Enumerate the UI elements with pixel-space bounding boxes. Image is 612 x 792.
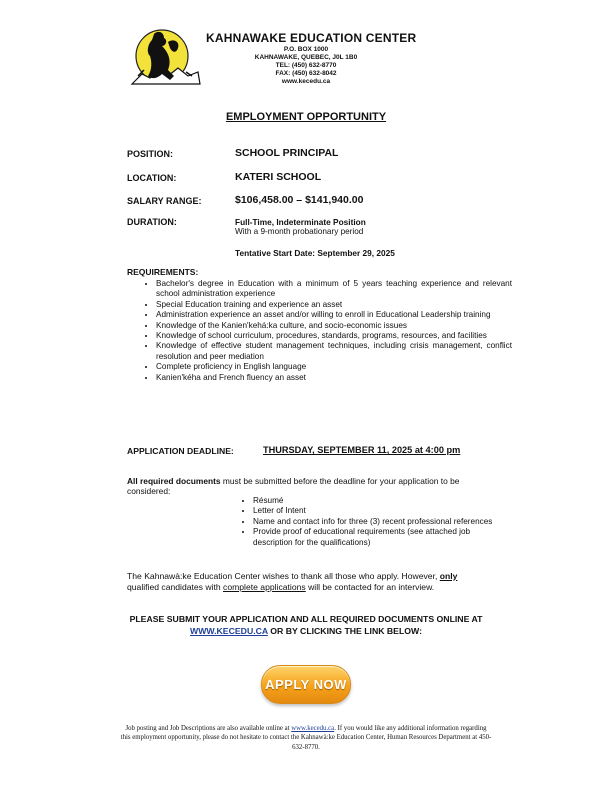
- start-date: Tentative Start Date: September 29, 2025: [235, 248, 395, 258]
- position-label: POSITION:: [127, 149, 174, 159]
- requirements-list: [127, 279, 512, 383]
- documents-intro-rest: must be submitted before the deadline for your application to be considered:: [127, 476, 460, 497]
- list-item: • Name and contact info for three (3) recent professional references: [253, 517, 501, 527]
- duration-value: Full-Time, Indeterminate Position: [235, 217, 366, 227]
- deadline-label: APPLICATION DEADLINE:: [127, 446, 234, 456]
- organization-name: KAHNAWAKE EDUCATION CENTER: [206, 31, 417, 45]
- address-city: KAHNAWAKE, QUEBEC, J0L 1B0: [254, 54, 358, 61]
- documents-intro: [127, 476, 483, 497]
- requirements-title: REQUIREMENTS:: [127, 267, 199, 277]
- location-label: LOCATION:: [127, 173, 177, 183]
- duration-note: With a 9-month probationary period: [235, 227, 364, 236]
- thanks-text-3: will be contacted for an interview.: [305, 581, 435, 592]
- list-item: • Special Education training and experience an asset: [156, 300, 512, 310]
- footer-note: [120, 724, 492, 752]
- list-item: • Administration experience an asset and/or willing to enroll in Educational Leadership training: [156, 310, 512, 320]
- location-value: KATERI SCHOOL: [235, 171, 322, 183]
- page-title: EMPLOYMENT OPPORTUNITY: [225, 111, 387, 123]
- submit-instructions: [0, 614, 612, 637]
- list-item: • Knowledge of school curriculum, procedures, standards, programs, resources, and facilities: [156, 331, 512, 341]
- list-item: • Knowledge of the Kanien'kehá:ka culture, and socio-economic issues: [156, 321, 512, 331]
- list-item: • Knowledge of effective student management techniques, including crisis management, conflict resolution and peer mediation: [156, 341, 512, 362]
- website-link[interactable]: WWW.KECEDU.CA: [190, 625, 268, 636]
- documents-list: [239, 496, 501, 548]
- submit-line-2-rest: OR BY CLICKING THE LINK BELOW:: [267, 625, 422, 636]
- list-item: • Kanien'kéha and French fluency an asset: [156, 373, 512, 383]
- deadline-value: THURSDAY, SEPTEMBER 11, 2025 at 4:00 pm: [263, 445, 461, 455]
- website: www.kecedu.ca: [281, 78, 331, 85]
- list-item: • Complete proficiency in English language: [156, 362, 512, 372]
- duration-label: DURATION:: [127, 217, 177, 227]
- list-item: • Bachelor's degree in Education with a minimum of 5 years teaching experience and relevant school administration experience: [156, 279, 512, 300]
- thanks-paragraph: [127, 571, 487, 592]
- thanks-text-2: qualified candidates with: [127, 581, 224, 592]
- fax: FAX: (450) 632-8042: [275, 70, 337, 77]
- position-value: SCHOOL PRINCIPAL: [235, 147, 339, 159]
- thanks-text-1: The Kahnawà:ke Education Center wishes to thank all those who apply. However,: [127, 571, 440, 581]
- salary-label: SALARY RANGE:: [127, 196, 202, 206]
- apply-now-button[interactable]: APPLY NOW: [261, 665, 351, 704]
- complete-applications-emphasis: complete applications: [223, 581, 306, 592]
- only-emphasis: only: [439, 571, 458, 581]
- phone: TEL: (450) 632-8770: [275, 62, 337, 69]
- list-item: • Provide proof of educational requirements (see attached job description for the qualifications): [253, 527, 501, 548]
- footer-website-link[interactable]: www.kecedu.ca: [291, 725, 335, 732]
- list-item: • Letter of Intent: [253, 506, 501, 516]
- po-box: P.O. BOX 1000: [283, 46, 329, 53]
- documents-intro-bold: All required documents: [127, 476, 221, 486]
- kec-logo-icon: [128, 26, 202, 90]
- list-item: • Résumé: [253, 496, 501, 506]
- footer-text-1: Job posting and Job Descriptions are also available online at: [125, 725, 292, 732]
- submit-line-2: [0, 626, 612, 638]
- submit-line-1: PLEASE SUBMIT YOUR APPLICATION AND ALL REQUIRED DOCUMENTS ONLINE AT: [129, 614, 483, 624]
- salary-value: $106,458.00 – $141,940.00: [235, 194, 364, 206]
- footer-text-2: . If you would like any additional information regarding this employment opportunity, please do not hesitate to contact the Kahnawà:ke Education Center, Human Resources Department at 450-632-8770.: [120, 725, 492, 751]
